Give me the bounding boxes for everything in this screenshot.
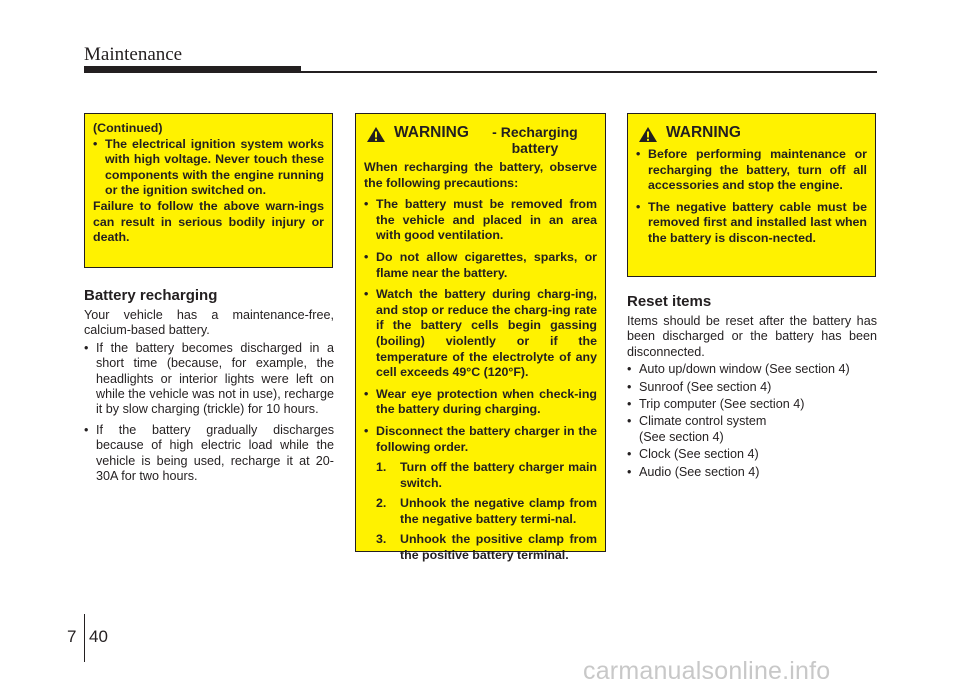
- reset-items-body: [627, 314, 877, 480]
- disconnect-steps: [364, 460, 597, 564]
- recharging-intro: When recharging the battery, observe the following precautions:: [364, 160, 597, 190]
- warning-label: WARNING: [394, 124, 469, 141]
- reset-item: • Sunroof (See section 4): [627, 380, 877, 395]
- recharging-warning-box: [355, 113, 606, 563]
- maintenance-bullet: • Before performing maintenance or recharging the battery, turn off all accessories and stop the engine.: [636, 147, 867, 194]
- continued-warning-box: [84, 113, 333, 268]
- recharging-bullet: • Disconnect the battery charger in the following order.: [364, 424, 597, 455]
- recharging-bullet: • Do not allow cigarettes, sparks, or flame near the battery.: [364, 250, 597, 281]
- warning-triangle-icon: [638, 126, 658, 143]
- step-text: Unhook the positive clamp from the positive battery terminal.: [400, 532, 597, 563]
- reset-item-continuation: (See section 4): [639, 429, 724, 444]
- step-text: Turn off the battery charger main switch.: [400, 460, 597, 490]
- reset-item: • Auto up/down window (See section 4): [627, 362, 877, 377]
- maintenance-bullet: • The negative battery cable must be removed first and installed last when the battery is discon-nected.: [636, 200, 867, 247]
- step-number: 2.: [376, 496, 387, 511]
- recharging-bullet: • The battery must be removed from the vehicle and placed in an area with good ventilation.: [364, 197, 597, 244]
- warning-triangle-icon: [366, 126, 386, 143]
- disconnect-step: [376, 532, 597, 563]
- battery-bullet: • If the battery becomes discharged in a short time (because, for example, the headlights or interior lights were left on while the vehicle was not in use), recharge it by slow charging (trickle) for 10 hours.: [84, 341, 334, 418]
- header-rule: [301, 71, 877, 73]
- battery-intro: Your vehicle has a maintenance-free, calcium-based battery.: [84, 308, 334, 338]
- step-number: 3.: [376, 532, 387, 547]
- continued-label: (Continued): [93, 121, 163, 135]
- warning-subtitle: - Recharging battery: [492, 124, 578, 156]
- header-title: Maintenance: [84, 44, 183, 65]
- battery-recharging-body: [84, 308, 334, 484]
- reset-intro: Items should be reset after the battery has been discharged or the battery has been disconnected.: [627, 314, 877, 359]
- footer-divider: [84, 614, 85, 662]
- disconnect-step: [376, 496, 597, 527]
- reset-item: • Audio (See section 4): [627, 465, 877, 480]
- header-bar: [84, 66, 301, 73]
- warning-label: WARNING: [666, 124, 741, 141]
- ignition-warning-bullet: • The electrical ignition system works with high voltage. Never touch these components with the engine running or the ignition switched on.: [93, 137, 324, 199]
- failure-warning-text: Failure to follow the above warn-ings can result in serious bodily injury or death.: [93, 198, 324, 245]
- reset-item: • Climate control system: [627, 414, 877, 429]
- reset-items-title: Reset items: [627, 293, 712, 310]
- step-number: 1.: [376, 460, 387, 475]
- step-text: Unhook the negative clamp from the negative battery termi-nal.: [400, 496, 597, 526]
- battery-recharging-title: Battery recharging: [84, 287, 218, 304]
- chapter-number: 7: [67, 627, 77, 646]
- recharging-bullet: • Watch the battery during charg-ing, and stop or reduce the charg-ing rate if the battery cells begin gassing (boiling) violently or if the temperature of the electrolyte of any cell exceeds 49°C (120°F).: [364, 287, 597, 381]
- reset-item: • Trip computer (See section 4): [627, 397, 877, 412]
- page-number: 40: [89, 627, 108, 646]
- maintenance-warning-box: [627, 113, 876, 277]
- warning-header: [636, 124, 867, 143]
- warning-header: [364, 124, 597, 156]
- recharging-bullet: • Wear eye protection when check-ing the battery during charging.: [364, 387, 597, 418]
- watermark[interactable]: carmanualsonline.info: [583, 657, 831, 685]
- battery-bullet: • If the battery gradually discharges because of high electric load while the vehicle is being used, recharge it at 20-30A for two hours.: [84, 423, 334, 485]
- disconnect-step: [376, 460, 597, 491]
- reset-item: • Clock (See section 4): [627, 447, 877, 462]
